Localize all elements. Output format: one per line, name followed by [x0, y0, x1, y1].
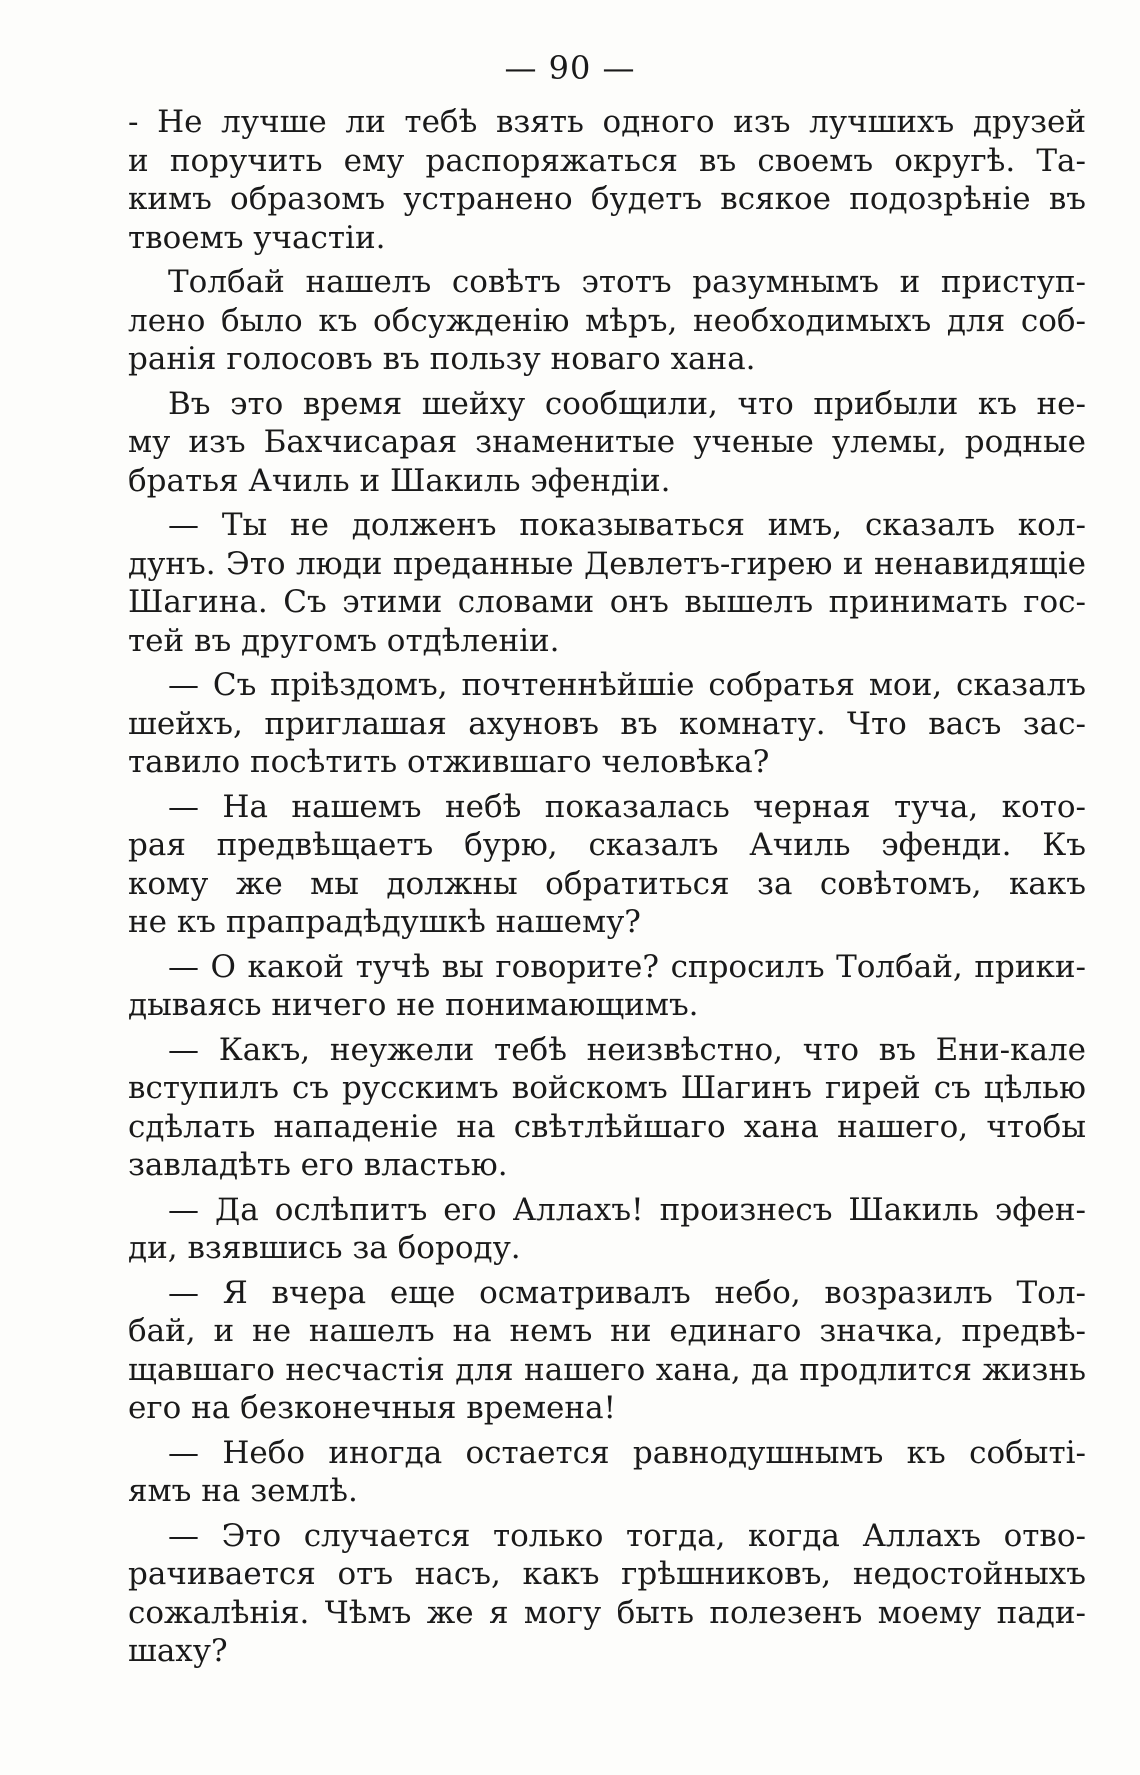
- paragraph: [128, 666, 1086, 782]
- text-line: сдѣлать нападеніе на свѣтлѣйшаго хана нашего, чтобы: [128, 1108, 1086, 1145]
- paragraph: [128, 948, 1086, 1025]
- text-line: рая предвѣщаетъ бурю, сказалъ Ачиль эфенди. Къ: [128, 827, 1086, 863]
- text-line: дунъ. Это люди преданные Девлетъ-гирею и ненавидящіе: [128, 545, 1086, 582]
- text-line: — Какъ, неужели тебѣ неизвѣстно, что въ Ени-кале: [168, 1031, 1086, 1068]
- text-line: дываясь ничего не понимающимъ.: [128, 987, 699, 1023]
- text-line: тей въ другомъ отдѣленіи.: [128, 622, 560, 659]
- text-line: Шагина. Съ этими словами онъ вышелъ принимать гос-: [128, 584, 1086, 620]
- paragraph: [128, 103, 1086, 257]
- text-line: — Небо иногда остается равнодушнымъ къ событі-: [168, 1434, 1086, 1471]
- text-line: сожалѣнія. Чѣмъ же я могу быть полезенъ моему пади-: [128, 1594, 1086, 1631]
- text-line: ранія голосовъ въ пользу новаго хана.: [128, 341, 756, 377]
- text-line: кимъ образомъ устранено будетъ всякое подозрѣніе въ: [128, 181, 1086, 217]
- text-line: — О какой тучѣ вы говорите? спросилъ Толбай, прики-: [168, 948, 1086, 985]
- paragraph: [128, 1191, 1086, 1268]
- text-line: тавило посѣтить отжившаго человѣка?: [128, 744, 770, 780]
- text-line: твоемъ участіи.: [128, 219, 386, 256]
- paragraph: [128, 263, 1086, 379]
- text-line: не къ прапрадѣдушкѣ нашему?: [128, 904, 641, 940]
- text-line: ямъ на землѣ.: [128, 1473, 358, 1509]
- paragraph: [128, 788, 1086, 942]
- text-line: бай, и не нашелъ на немъ ни единаго значка, предвѣ-: [128, 1313, 1086, 1349]
- text-line: завладѣть его властью.: [128, 1147, 508, 1183]
- body-text: [128, 103, 1086, 1671]
- paragraph: [128, 506, 1086, 660]
- text-line: — Я вчера еще осматривалъ небо, возразилъ Тол-: [168, 1274, 1086, 1311]
- text-line: — Да ослѣпитъ его Аллахъ! произнесъ Шакиль эфен-: [168, 1191, 1086, 1228]
- paragraph: [128, 1031, 1086, 1185]
- text-line: — Ты не долженъ показываться имъ, сказалъ кол-: [168, 507, 1086, 543]
- paragraph: [128, 1274, 1086, 1428]
- text-line: и поручить ему распоряжаться въ своемъ округѣ. Та-: [128, 142, 1086, 179]
- text-line: му изъ Бахчисарая знаменитые ученые улемы, родные: [128, 424, 1086, 460]
- text-line: — Это случается только тогда, когда Аллахъ отво-: [168, 1517, 1086, 1554]
- text-line: вступилъ съ русскимъ войскомъ Шагинъ гирей съ цѣлью: [128, 1070, 1086, 1106]
- paragraph: [128, 1434, 1086, 1511]
- text-line: шейхъ, приглашая ахуновъ въ комнату. Что васъ зас-: [128, 705, 1086, 742]
- paragraph: [128, 385, 1086, 501]
- text-line: братья Ачиль и Шакиль эфендіи.: [128, 462, 671, 499]
- text-line: Въ это время шейху сообщили, что прибыли къ не-: [168, 385, 1086, 422]
- text-line: рачивается отъ насъ, какъ грѣшниковъ, недостойныхъ: [128, 1556, 1086, 1592]
- text-line: кому же мы должны обратиться за совѣтомъ, какъ: [128, 865, 1086, 902]
- text-line: — Съ прiѣздомъ, почтеннѣйшіе собратья мои, сказалъ: [168, 667, 1086, 703]
- text-line: Толбай нашелъ совѣтъ этотъ разумнымъ и приступ-: [168, 264, 1086, 300]
- text-line: лено было къ обсужденію мѣръ, необходимыхъ для соб-: [128, 302, 1086, 339]
- text-line: шаху?: [128, 1633, 228, 1669]
- page-number: — 90 —: [504, 49, 636, 87]
- text-line: его на безконечныя времена!: [128, 1390, 617, 1426]
- text-line: - Не лучше ли тебѣ взять одного изъ лучшихъ друзей: [128, 104, 1086, 140]
- paragraph: [128, 1517, 1086, 1671]
- text-line: — На нашемъ небѣ показалась черная туча, кото-: [168, 788, 1086, 825]
- text-line: ди, взявшись за бороду.: [128, 1230, 521, 1266]
- text-line: щавшаго несчастія для нашего хана, да продлится жизнь: [128, 1351, 1086, 1388]
